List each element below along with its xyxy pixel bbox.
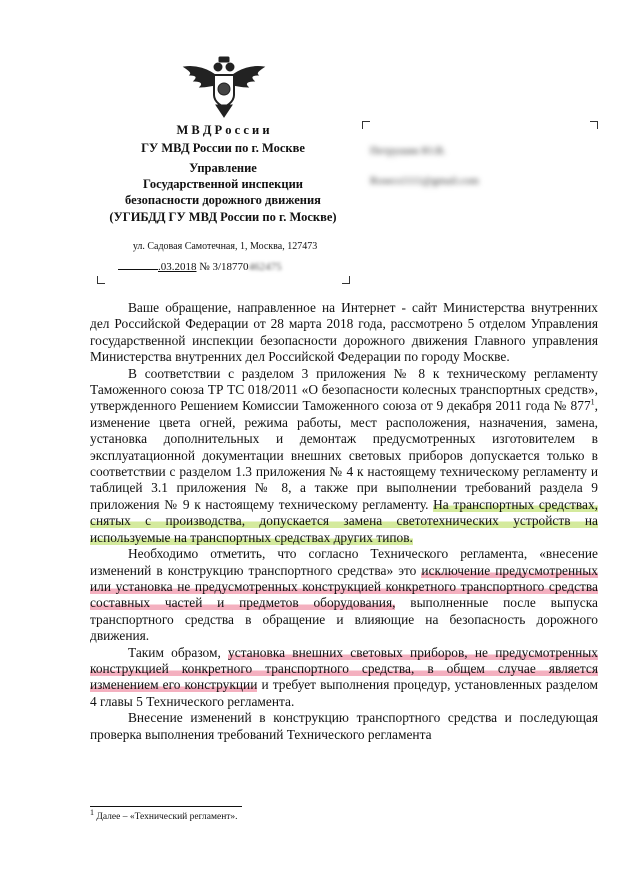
paragraph-3 (90, 546, 598, 644)
footnote-text: Далее – «Технический регламент». (94, 812, 238, 822)
org-safety: безопасности дорожного движения (125, 193, 321, 207)
org-abbrev: (УГИБДД ГУ МВД России по г. Москве) (109, 210, 337, 224)
letter-body (90, 300, 598, 743)
org-address: ул. Садовая Самотечная, 1, Москва, 127473 (132, 241, 318, 252)
paragraph-3-part-c: выполненные после выпуска транспортного средства в обращение и влияющие на безопасность дорожного движения. (90, 595, 598, 644)
paragraph-4-part-c: и требует выполнения процедур, установленных разделом 4 главы 5 Технического регламента. (90, 677, 598, 709)
paragraph-2 (90, 366, 598, 546)
paragraph-2-part-b: , изменение цвета огней, режима работы, мест расположения, назначения, замена, установка дополнительных и демонтаж предусмотренных изготовителем в эксплуатационной документации внешних световых приборов допускается только в соответствии с разделом 1.3 приложения № 4 к настоящему техническому регламенту и таблицей 3.1 приложения № 8, а также при выполнении требований раздела 9 приложения № 9 к настоящему техническому регламенту. (90, 398, 598, 512)
footnote-mark: 1 (90, 807, 94, 817)
highlight-pink: исключение предусмотренных или установка не предусмотренных конструкцией конкретного транспортного средства составных частей и предметов оборудования, (90, 562, 598, 611)
corner-mark (342, 276, 350, 284)
reg-number: № 3/18770 (199, 261, 249, 273)
paragraph-5: Внесение изменений в конструкцию транспортного средства и последующая проверка выполнения требований Технического регламента (90, 710, 598, 742)
org-inspection: Государственной инспекции (143, 177, 303, 191)
org-department: ГУ МВД России по г. Москве (141, 141, 305, 155)
highlight-yellow: На транспортных средствах, снятых с производства, допускается замена светотехнических устройств на используемые на транспортных средствах других типов. (90, 496, 598, 545)
paragraph-4-part-a: Таким образом, (128, 644, 229, 660)
date-blank (118, 259, 158, 270)
reg-number-redacted: 462475 (248, 261, 282, 273)
recipient-email: Rosecs1111@gmail.com (370, 175, 479, 187)
corner-mark (362, 121, 370, 129)
reg-date: .03.2018 (158, 261, 197, 273)
footnote (90, 807, 238, 822)
org-division: Управление (189, 161, 257, 175)
highlight-pink: установка внешних световых приборов, не предусмотренных конструкцией конкретного транспортного средства, в общем случае является изменением его конструкции (90, 644, 598, 693)
corner-mark (590, 121, 598, 129)
paragraph-4 (90, 645, 598, 711)
footnote-divider (90, 806, 242, 807)
registration-line (118, 259, 282, 273)
org-name: М В Д Р о с с и и (176, 123, 270, 137)
recipient-name: Петрушин Ю.В. (370, 145, 446, 157)
corner-mark (97, 276, 105, 284)
mvd-emblem (182, 55, 266, 119)
paragraph-3-part-a: Необходимо отметить, что согласно Технического регламента, «внесение изменений в конструкцию транспортного средства» это (90, 546, 598, 578)
footnote-ref: 1 (590, 397, 595, 407)
paragraph-1: Ваше обращение, направленное на Интернет - сайт Министерства внутренних дел Российской Федерации от 28 марта 2018 года, рассмотрено 5 отделом Управления государственной инспекции безопасности дорожного движения Главного управления Министерства внутренних дел Российской Федерации по городу Москве. (90, 300, 598, 365)
paragraph-2-part-a: В соответствии с разделом 3 приложения № 8 к техническому регламенту Таможенного союза ТР ТС 018/2011 «О безопасности колесных транспортных средств», утвержденного Решением Комиссии Таможенного союза от 9 декабря 2011 года № 877 (90, 365, 598, 414)
